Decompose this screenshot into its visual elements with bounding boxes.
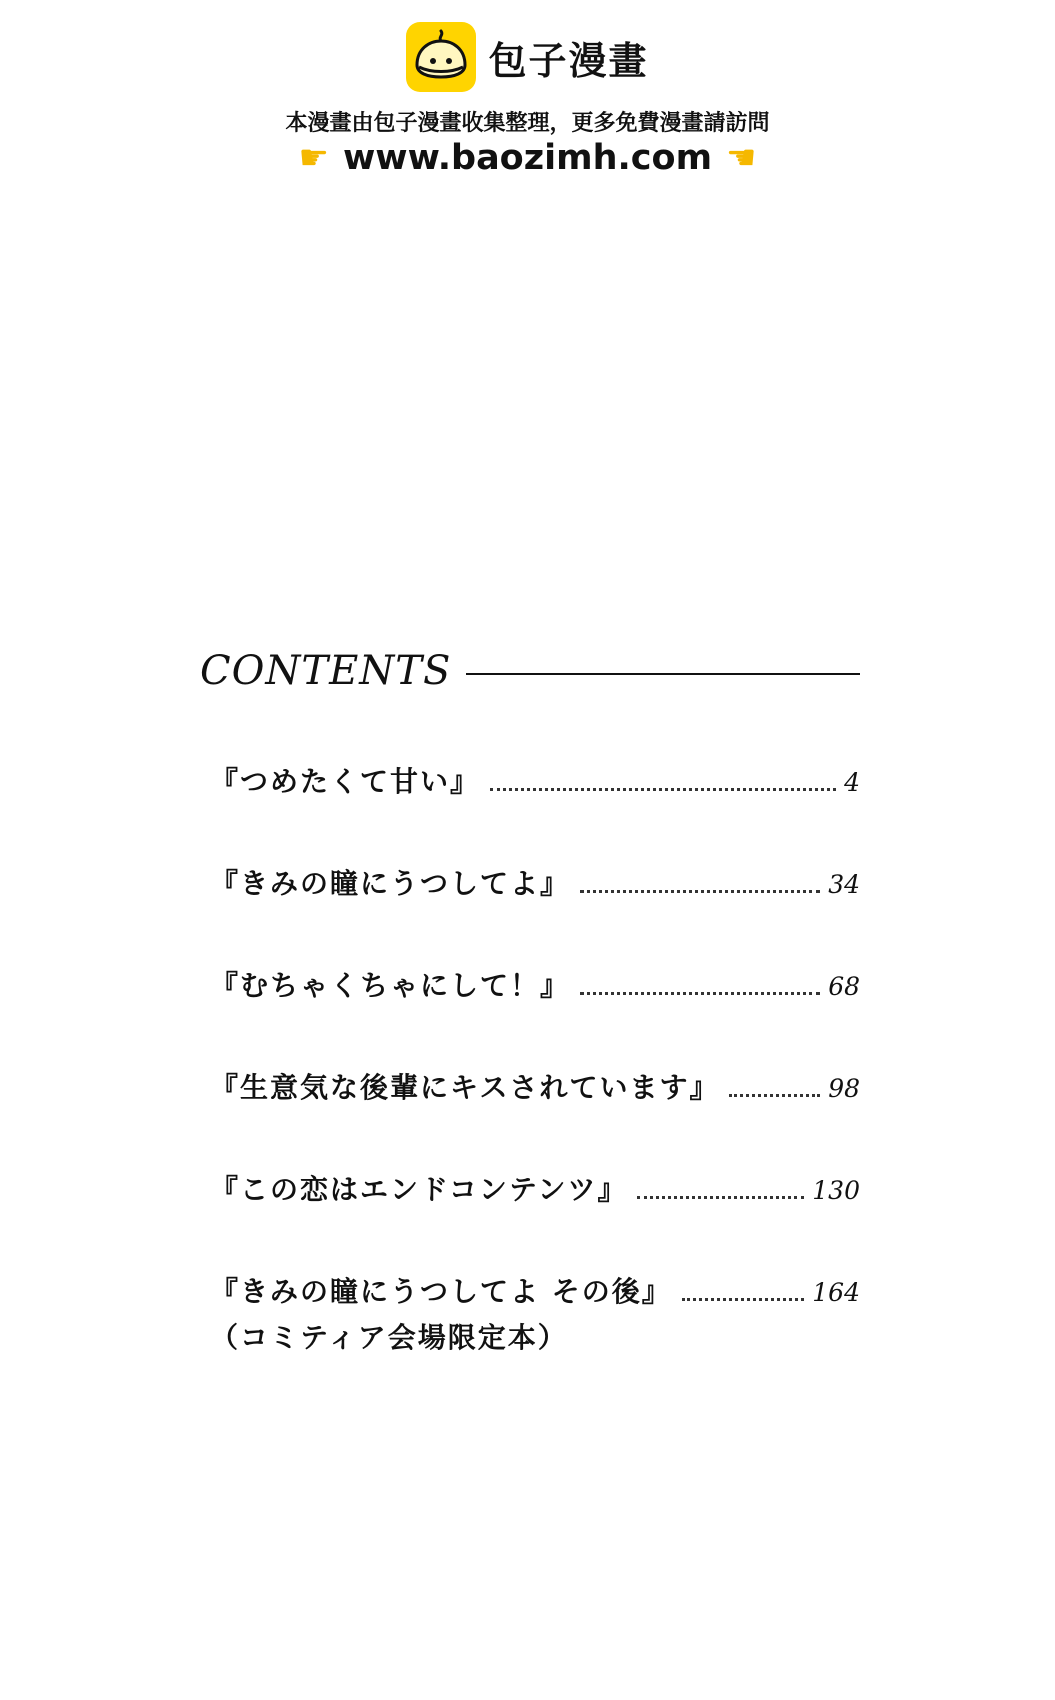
- toc-entry-page: 130: [812, 1176, 860, 1205]
- toc-entry-title: 『むちゃくちゃにして！』: [210, 969, 571, 1002]
- dot-leader: [637, 1196, 804, 1199]
- toc-entry[interactable]: [210, 964, 860, 1004]
- toc-entry[interactable]: [210, 1168, 860, 1208]
- dot-leader: [490, 788, 836, 791]
- toc-entry-title: 『この恋はエンドコンテンツ』: [210, 1173, 628, 1206]
- toc-entry-page: 34: [828, 870, 860, 899]
- dot-leader: [580, 992, 820, 995]
- site-url-link[interactable]: www.baozimh.com: [342, 138, 713, 178]
- dot-leader: [580, 890, 820, 893]
- toc-entry-page: 164: [812, 1278, 860, 1307]
- header-rule: [466, 673, 860, 675]
- toc-entry-page: 4: [844, 768, 860, 797]
- dot-leader: [729, 1094, 820, 1097]
- toc-entry-title: 『つめたくて甘い』: [210, 765, 481, 798]
- pointing-hand-icon: ☚: [726, 138, 757, 178]
- bun-logo-icon: [406, 22, 476, 92]
- toc-entry-title: 『生意気な後輩にキスされています』: [210, 1071, 720, 1104]
- toc-entry-note: （コミティア会場限定本）: [210, 1321, 568, 1354]
- toc-entry[interactable]: [210, 760, 860, 800]
- contents-header: [200, 648, 860, 698]
- brand-name: 包子漫畫: [488, 38, 649, 83]
- brand-header: [0, 22, 1055, 92]
- toc-entry[interactable]: [210, 1270, 860, 1356]
- toc-entry-title: 『きみの瞳にうつしてよ その後』: [210, 1275, 672, 1308]
- toc-entry[interactable]: [210, 862, 860, 902]
- toc-entry-page: 98: [828, 1074, 860, 1103]
- contents-title: CONTENTS: [200, 648, 452, 694]
- toc-entry[interactable]: [210, 1066, 860, 1106]
- watermark-notice: 本漫畫由包子漫畫收集整理，更多免費漫畫請訪問: [285, 111, 770, 136]
- dot-leader: [682, 1298, 805, 1301]
- toc-entry-title: 『きみの瞳にうつしてよ』: [210, 867, 571, 900]
- pointing-hand-icon: ☛: [298, 138, 329, 178]
- toc-entry-page: 68: [828, 972, 860, 1001]
- watermark-url-row: [0, 138, 1055, 178]
